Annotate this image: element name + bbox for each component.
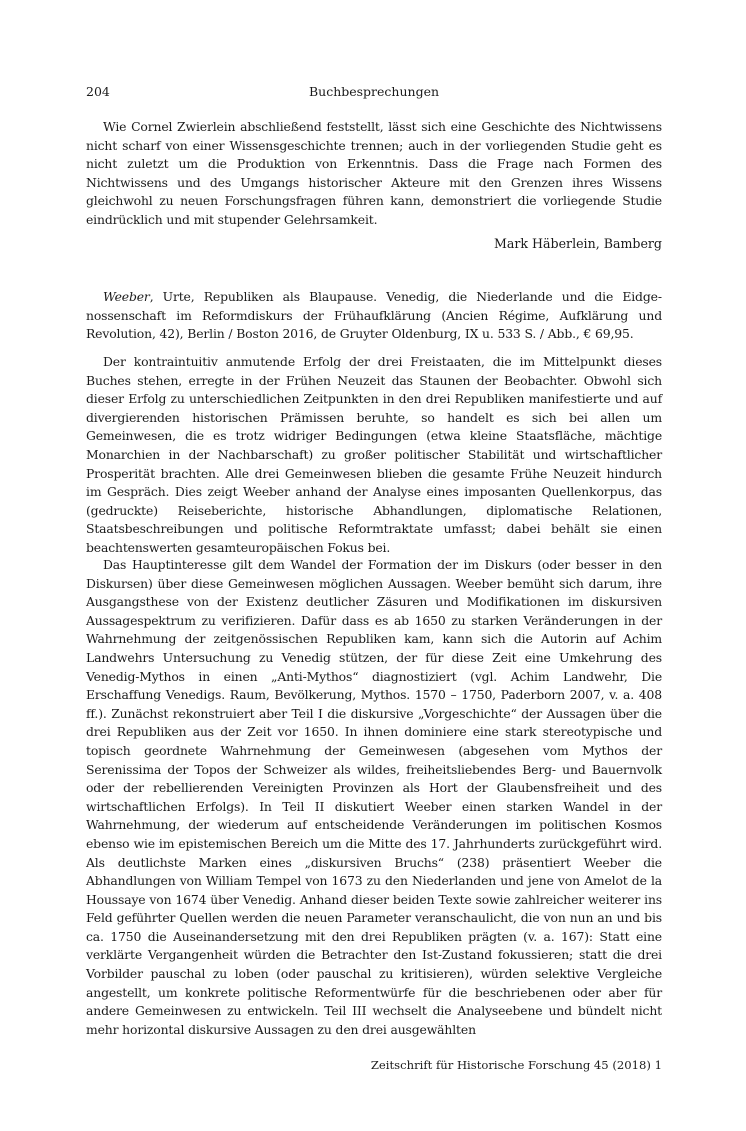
- page-number: 204: [86, 84, 110, 99]
- running-head: [86, 84, 662, 102]
- review-citation-text: , Urte, Republiken als Blaupause. Venedig, die Niederlande und die Eidgenossenschaft im Reformdiskurs der Frühaufklärung (Ancien Régime, Aufklärung und Revolution, 42), Berlin / Boston 2016, de Gruyter Oldenburg, IX u. 533 S. / Abb., € 69,95.: [86, 289, 662, 342]
- review-paragraph-2-block: [86, 556, 662, 1039]
- reviewer-signature: Mark Häberlein, Bamberg: [493, 236, 662, 251]
- review-paragraph-1-block: [86, 353, 662, 558]
- footer-journal: Zeitschrift für Historische Forschung 45 (2018) 1: [370, 1058, 662, 1072]
- review-citation: [86, 288, 662, 344]
- closing-paragraph-block: [86, 118, 662, 230]
- review-paragraph-2: Das Hauptinteresse gilt dem Wandel der Formation der im Diskurs (oder besser in den Diskursen) über diese Gemeinwesen möglichen Aussagen. Weeber bemüht sich darum, ihre Ausgangsthese von der Existenz deutlicher Zäsuren und Modifikationen im diskursiven Aussagespektrum zu verifizieren. Dafür dass es ab 1650 zu starken Veränderungen in der Wahrnehmung der zeitgenössischen Republiken kam, kann sich die Autorin auf Achim Landwehrs Untersuchung zu Venedig stützen, der für diese Zeit eine Umkehrung des Venedig-Mythos in einen „Anti-Mythos“ diagnostiziert (vgl. Achim Landwehr, Die Erschaffung Venedigs. Raum, Bevölkerung, Mythos. 1570 – 1750, Paderborn 2007, v. a. 408 ff.). Zunächst rekonstruiert aber Teil I die diskursive „Vorgeschichte“ der Aussagen über die drei Republiken aus der Zeit vor 1650. In ihnen dominiere eine stark stereotypische und topisch geordnete Wahrnehmung der Gemeinwesen (abgesehen vom Mythos der Serenissima der Topos der Schweizer als wildes, freiheitsliebendes Berg- und Bauernvolk oder der rebellierenden Vereinigten Provinzen als Hort der Glaubensfreiheit und des wirtschaftlichen Erfolgs). In Teil II diskutiert Weeber einen starken Wandel in der Wahrnehmung, der wiederum auf entscheidende Veränderungen im politischen Kosmos ebenso wie im epistemischen Bereich um die Mitte des 17. Jahrhunderts zurückgeführt wird. Als deutlichste Marken eines „diskursiven Bruchs“ (238) präsentiert Weeber die Abhandlungen von William Tempel von 1673 zu den Niederlanden und jene von Amelot de la Houssaye von 1674 über Venedig. Anhand dieser beiden Texte sowie zahlreicher weiterer ins Feld geführter Quellen werden die neuen Parameter veranschaulicht, die von nun an und bis ca. 1750 die Auseinandersetzung mit den drei Republiken prägten (v. a. 167): Statt eine verklärte Vergangenheit würden die Betrachter den Ist-Zustand fokussieren; statt die drei Vorbilder pauschal zu loben (oder pauschal zu kritisieren), würden selektive Vergleiche angestellt, um konkrete politische Reformentwürfe für die beschriebenen oder aber für andere Gemeinwesen zu entwickeln. Teil III wechselt die Analyseebene und bündelt nicht mehr horizontal diskursive Aussagen zu den drei ausgewählten: [86, 557, 662, 1037]
- review-paragraph-1: Der kontraintuitiv anmutende Erfolg der drei Freistaaten, die im Mittelpunkt dieses Buches stehen, erregte in der Frühen Neuzeit das Staunen der Beobachter. Obwohl sich dieser Erfolg zu unterschiedlichen Zeitpunkten in den drei Republiken manifestierte und auf divergierenden historischen Prämissen beruhte, so handelt es sich bei allen um Gemeinwesen, die es trotz widriger Bedingungen (etwa kleine Staatsfläche, mächtige Monarchien in der Nachbarschaft) zu großer politischer Stabilität und wirtschaftlicher Prosperität brachten. Alle drei Gemeinwesen blieben die gesamte Frühe Neuzeit hindurch im Gespräch. Dies zeigt Weeber anhand der Analyse eines imposanten Quellenkorpus, das (gedruckte) Reiseberichte, historische Abhandlungen, diplomatische Relationen, Staatsbeschreibungen und politische Reformtraktate umfasst; dabei behält sie einen beachtenswerten gesamteuropäischen Fokus bei.: [86, 354, 662, 555]
- running-title: Buchbesprechungen: [308, 84, 440, 99]
- review-author-name: Weeber: [103, 289, 150, 304]
- closing-paragraph: Wie Cornel Zwierlein abschließend feststellt, lässt sich eine Geschichte des Nichtwissens nicht scharf von einer Wissensgeschichte trennen; auch in der vorliegenden Studie geht es nicht zuletzt um die Produktion von Erkenntnis. Dass die Frage nach Formen des Nichtwissens und des Umgangs historischer Akteure mit den Grenzen ihres Wissens gleichwohl zu neuen Forschungsfragen führen kann, demonstriert die vorliegende Studie eindrücklich und mit stupender Gelehrsamkeit.: [86, 119, 662, 227]
- review-citation-block: [86, 288, 662, 344]
